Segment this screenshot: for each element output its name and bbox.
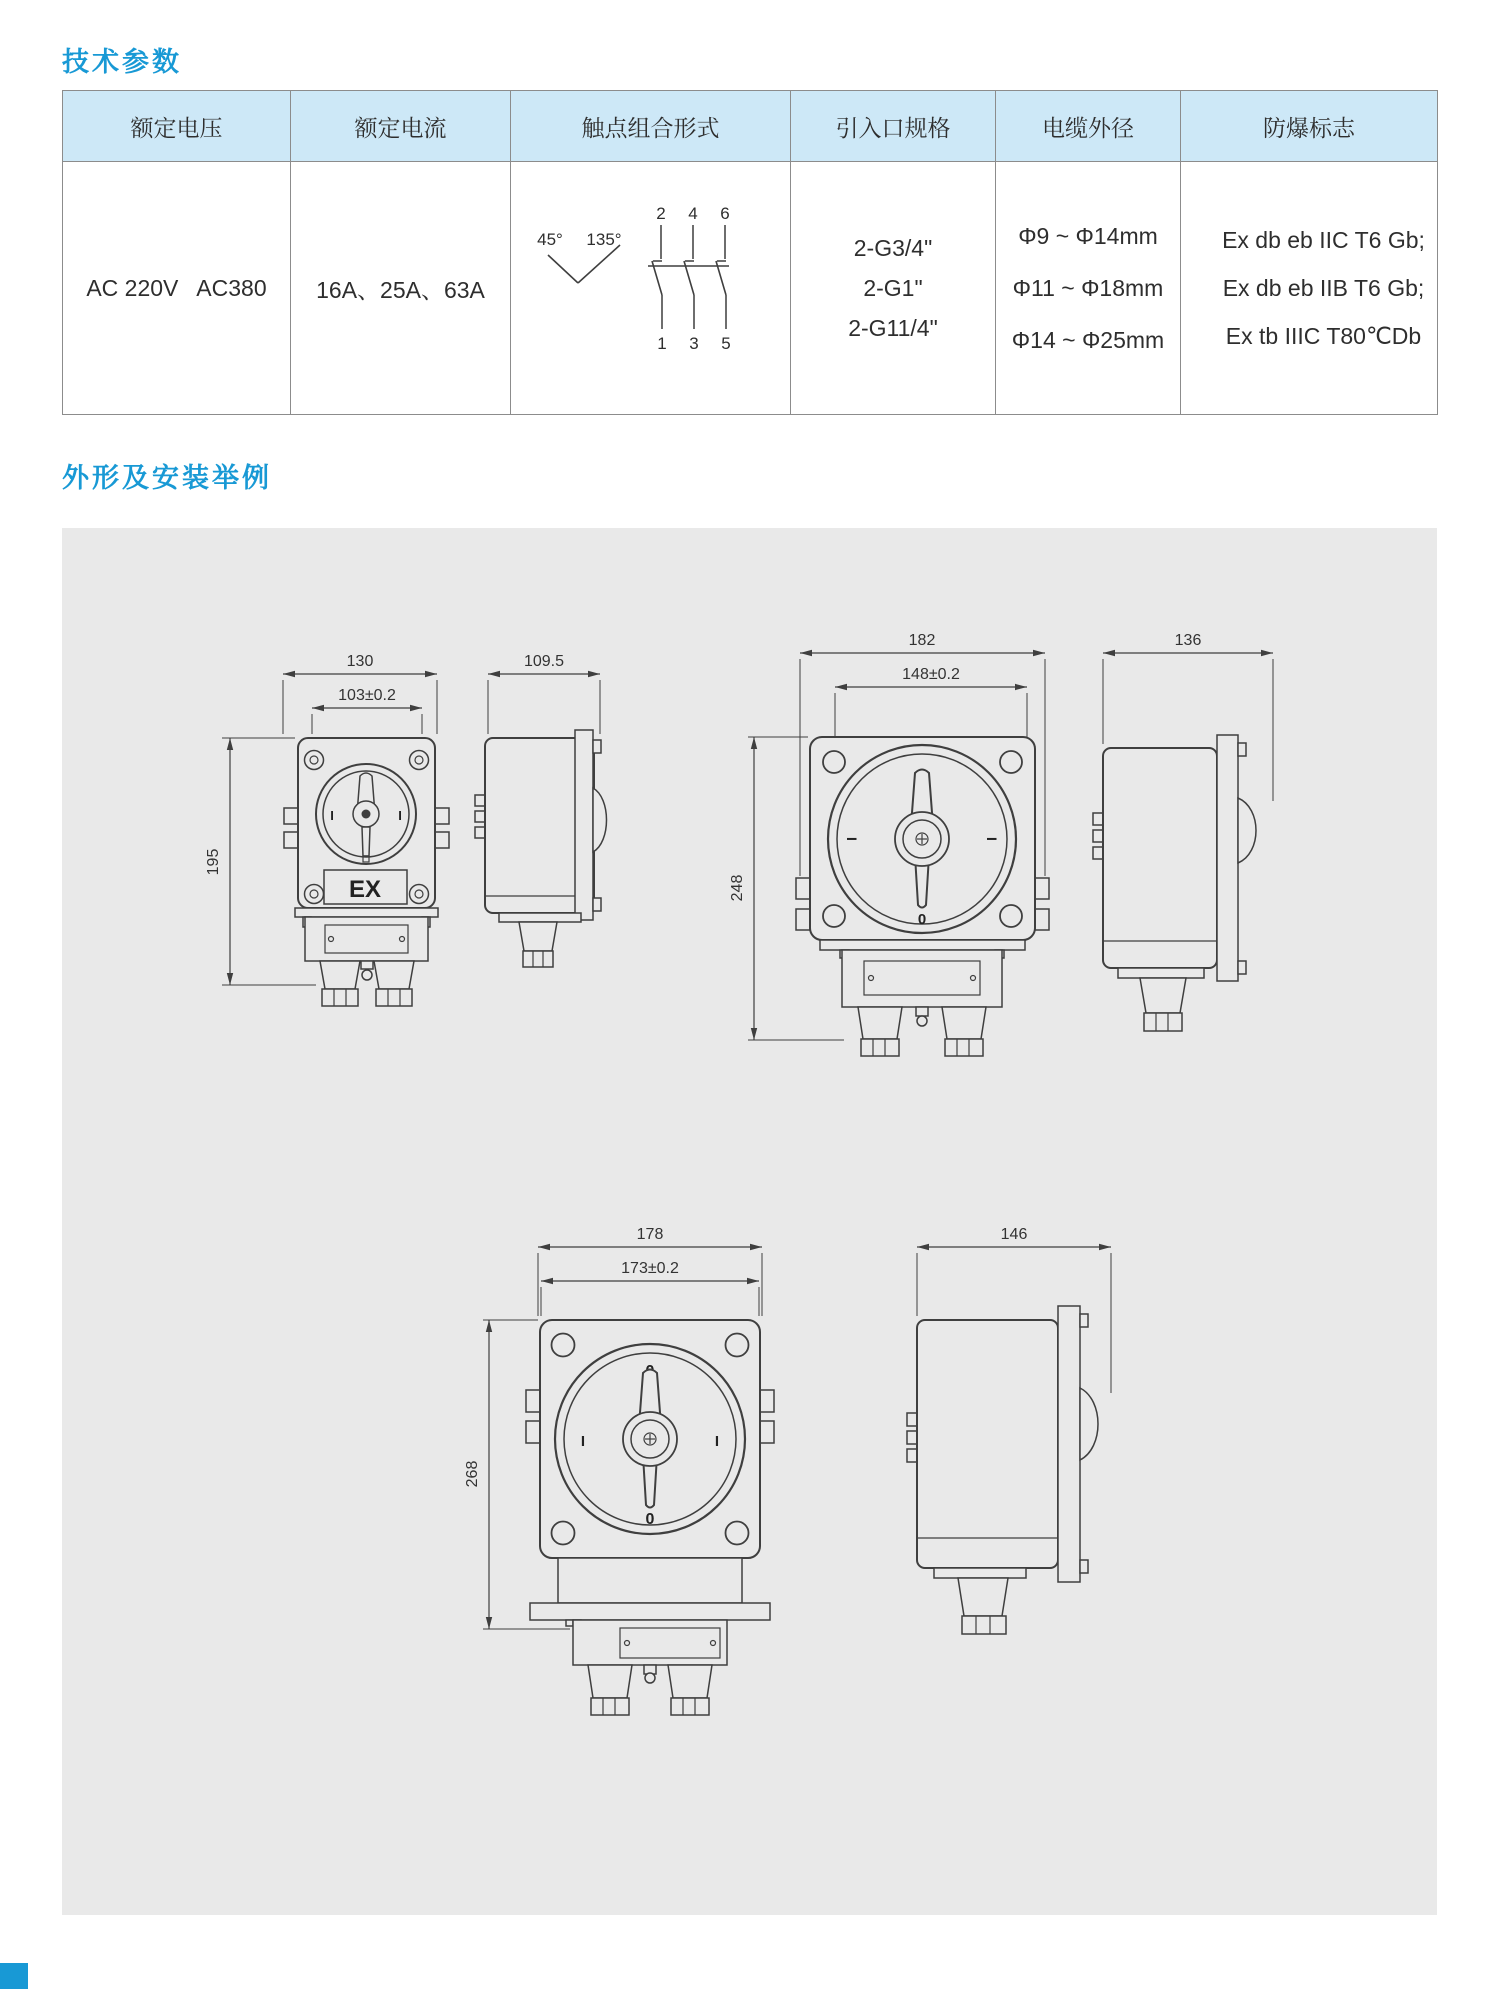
ex-marking-line: Ex db eb IIC T6 Gb; <box>1222 227 1425 253</box>
mounting-fins <box>1093 813 1103 859</box>
flange <box>499 913 581 922</box>
cable-diameter-line: Φ14 ~ Φ25mm <box>1011 327 1165 353</box>
footer-corner-marker <box>0 1963 28 1989</box>
dial-position-left: I <box>844 837 860 841</box>
dial-position-left: I <box>330 808 334 823</box>
cell-inlet-spec <box>791 162 996 415</box>
side-view-medium-switch <box>1092 623 1322 1093</box>
mounting-fins <box>907 1413 917 1462</box>
under-body-box <box>558 1558 742 1603</box>
terminal-4: 4 <box>687 204 698 223</box>
dim-label: 136 <box>1174 632 1202 649</box>
ex-label: EX <box>348 876 382 903</box>
rotary-dial <box>555 1344 745 1534</box>
cable-glands <box>858 1007 986 1056</box>
handle-knob <box>593 788 607 852</box>
dim-label: 130 <box>346 653 374 670</box>
cable-diameter-line: Φ9 ~ Φ14mm <box>1018 223 1158 249</box>
dimension-depth <box>488 653 600 734</box>
cell-ex-marking <box>1181 162 1438 415</box>
terminal-box <box>573 1620 727 1665</box>
contact-combination-diagram <box>526 201 776 369</box>
nameplate-ex <box>324 870 407 904</box>
section-title-outline-installation: 外形及安装举例 <box>62 463 272 493</box>
rotary-dial <box>316 764 416 864</box>
header-contact-combination: 触点组合形式 <box>511 91 791 162</box>
header-ex-marking: 防爆标志 <box>1181 91 1438 162</box>
side-view-large-switch <box>900 1208 1145 1693</box>
dim-label: 268 <box>464 1460 481 1488</box>
dim-label: 178 <box>636 1226 664 1243</box>
ex-marking-line: Ex db eb IIB T6 Gb; <box>1222 275 1425 301</box>
mounting-plate <box>1058 1306 1080 1582</box>
rotary-dial <box>828 745 1016 933</box>
operating-angle-symbol <box>537 230 621 283</box>
enclosure-body <box>1103 748 1217 968</box>
dim-label: 148±0.2 <box>902 666 960 683</box>
cell-rated-current: 16A、25A、63A <box>291 162 511 415</box>
mounting-plate <box>575 730 593 920</box>
enclosure-body <box>917 1320 1058 1568</box>
cable-diameter-line: Φ11 ~ Φ18mm <box>1012 275 1164 301</box>
dim-label: 195 <box>205 848 222 876</box>
table-data-row <box>63 162 1438 415</box>
three-pole-switch-symbol <box>648 204 731 353</box>
dial-position-right: I <box>398 808 402 823</box>
dial-position-left: I <box>580 1433 586 1450</box>
mounting-plate <box>1217 735 1238 981</box>
dial-position-right: I <box>984 837 1000 841</box>
terminal-1: 1 <box>656 334 667 353</box>
inlet-spec-line: 2-G11/4" <box>848 315 938 341</box>
flange <box>295 908 438 917</box>
terminal-6: 6 <box>719 204 730 223</box>
flange <box>820 940 1025 950</box>
inlet-spec-line: 2-G3/4" <box>853 235 933 261</box>
outline-drawings-panel <box>62 528 1437 1915</box>
cell-rated-voltage: AC 220V AC380 <box>63 162 291 415</box>
flange <box>1118 968 1204 978</box>
table-header-row <box>63 91 1438 162</box>
cell-contact-combination <box>511 162 791 415</box>
header-cable-diameter: 电缆外径 <box>996 91 1181 162</box>
cable-gland <box>1140 978 1186 1031</box>
front-view-small-switch <box>192 648 452 1038</box>
dial-position-right: I <box>714 1433 720 1450</box>
dim-label: 109.5 <box>523 653 565 670</box>
angle-right-label: 135° <box>585 230 622 249</box>
handle-knob <box>1080 1388 1098 1460</box>
flange <box>934 1568 1026 1578</box>
terminal-2: 2 <box>655 204 666 223</box>
terminal-box <box>840 950 1004 1007</box>
ex-marking-line: Ex tb IIIC T80℃Db <box>1225 323 1422 349</box>
dim-label: 173±0.2 <box>621 1260 679 1277</box>
inlet-spec-line: 2-G1" <box>863 275 923 301</box>
cable-glands <box>588 1665 712 1715</box>
terminal-5: 5 <box>720 334 731 353</box>
handle-knob <box>1238 798 1256 863</box>
header-rated-voltage: 额定电压 <box>63 91 291 162</box>
cable-glands <box>320 961 414 1006</box>
dimension-mount-width <box>312 687 422 734</box>
cell-cable-diameter <box>996 162 1181 415</box>
dial-position-bottom: 0 <box>917 911 927 928</box>
dimension-mount-width <box>541 1260 759 1316</box>
mounting-fins <box>475 795 485 838</box>
side-view-small-switch <box>467 648 637 988</box>
front-view-large-switch <box>464 1208 825 1723</box>
technical-parameters-table <box>62 90 1438 415</box>
header-inlet-spec: 引入口规格 <box>791 91 996 162</box>
dial-position-bottom: 0 <box>645 1511 655 1528</box>
front-view-medium-switch <box>712 623 1057 1083</box>
dim-label: 103±0.2 <box>338 687 396 704</box>
angle-left-label: 45° <box>536 230 563 249</box>
terminal-3: 3 <box>688 334 699 353</box>
cable-gland <box>958 1578 1008 1634</box>
wide-flange <box>530 1603 770 1620</box>
terminal-box <box>303 917 430 961</box>
dim-label: 182 <box>908 632 936 649</box>
section-title-technical-parameters: 技术参数 <box>62 47 182 77</box>
dim-label: 248 <box>729 874 746 902</box>
cable-gland <box>519 922 557 967</box>
header-rated-current: 额定电流 <box>291 91 511 162</box>
dim-label: 146 <box>1000 1226 1028 1243</box>
